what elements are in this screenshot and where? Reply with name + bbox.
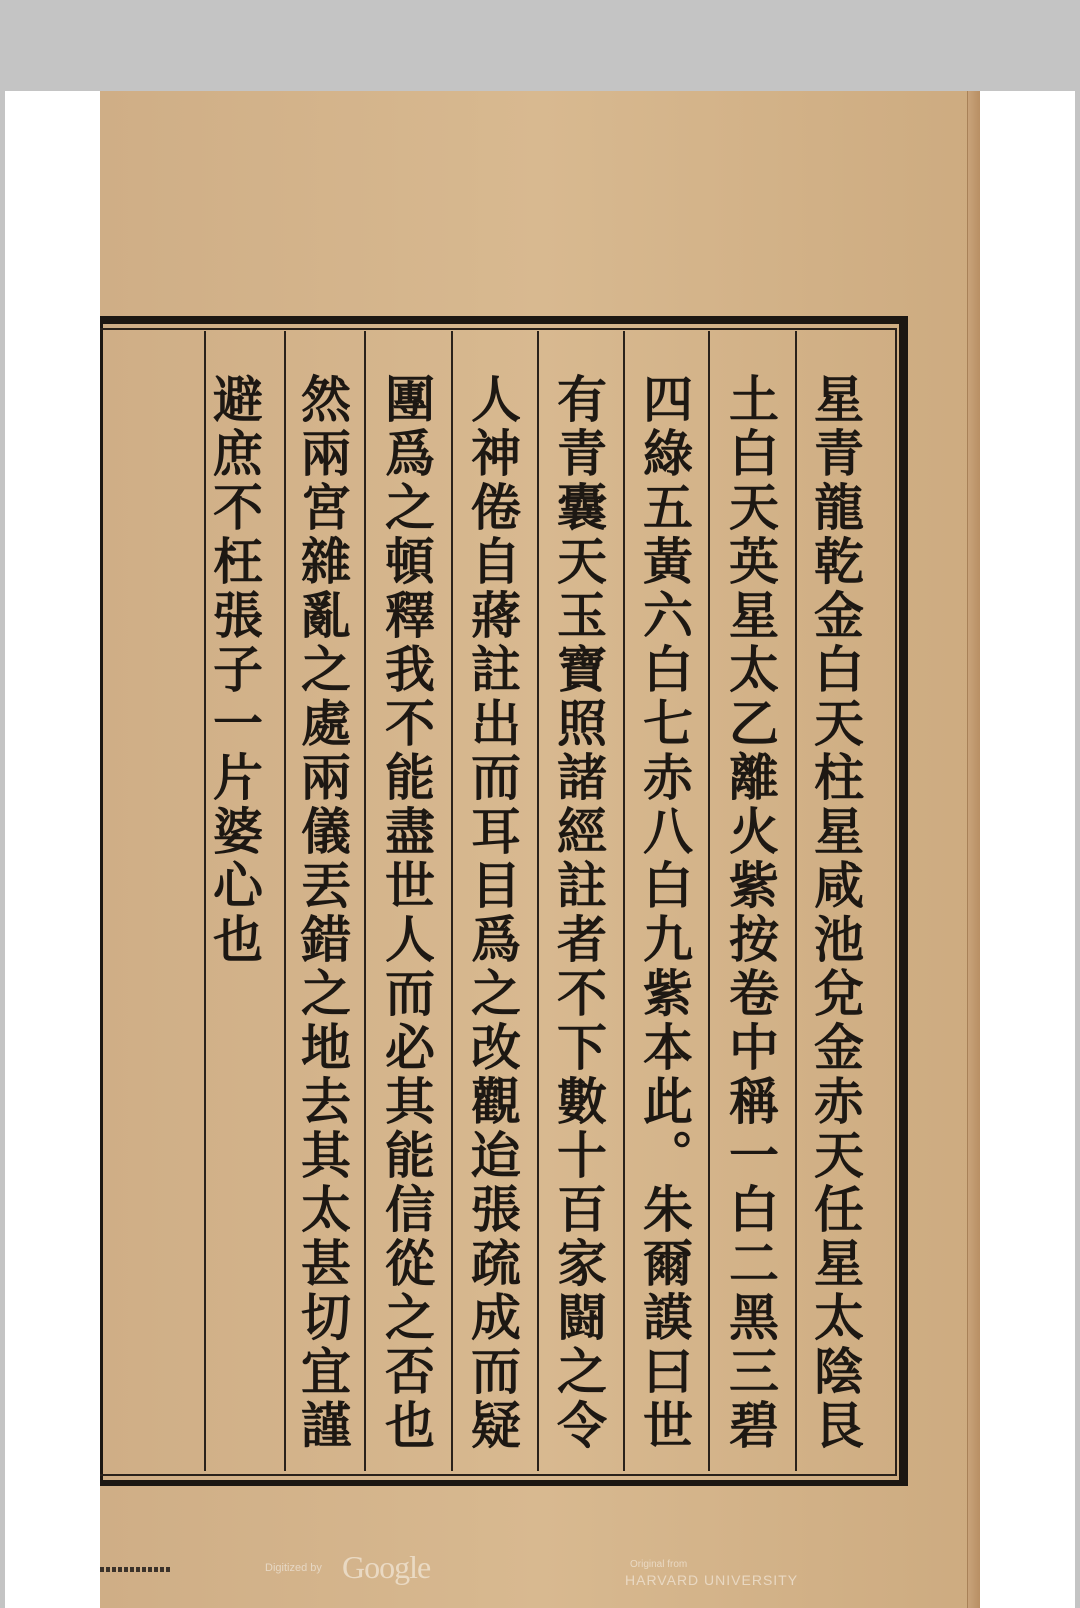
google-watermark: Google	[342, 1549, 431, 1585]
text-column-6: 團爲之頓釋我不能盡世人而必其能信從之否也	[377, 373, 436, 1453]
page-edge	[967, 91, 980, 1608]
column-rule	[451, 331, 453, 1471]
text-column-4: 有青囊天玉寶照諸經註者不下數十百家闘之令	[549, 373, 608, 1453]
column-rule	[537, 331, 539, 1471]
text-column-3: 四綠五黃六白七赤八白九紫本此。朱爾謨曰世	[635, 373, 694, 1453]
text-column-5: 人神倦自蔣註出而耳目爲之改觀迨張疏成而疑	[463, 373, 522, 1453]
digitized-by-label: Digitized by	[265, 1562, 322, 1574]
scanned-page	[100, 91, 980, 1608]
column-rule	[364, 331, 366, 1471]
column-rule	[284, 331, 286, 1471]
text-column-8: 避庶不枉張子一片婆心也	[205, 373, 264, 967]
column-rule	[708, 331, 710, 1471]
university-watermark: HARVARD UNIVERSITY	[625, 1572, 799, 1588]
text-column-1: 星青龍乾金白天柱星咸池兌金赤天任星太陰艮	[806, 373, 865, 1453]
text-column-2: 土白天英星太乙離火紫按卷中稱一白二黑三碧	[721, 373, 780, 1453]
margin-mark	[100, 1567, 170, 1572]
original-from-label: Original from	[630, 1559, 688, 1570]
column-rule	[795, 331, 797, 1471]
text-column-7: 然兩宮雜亂之處兩儀丟錯之地去其太甚切宜謹	[293, 373, 352, 1453]
column-rule	[623, 331, 625, 1471]
